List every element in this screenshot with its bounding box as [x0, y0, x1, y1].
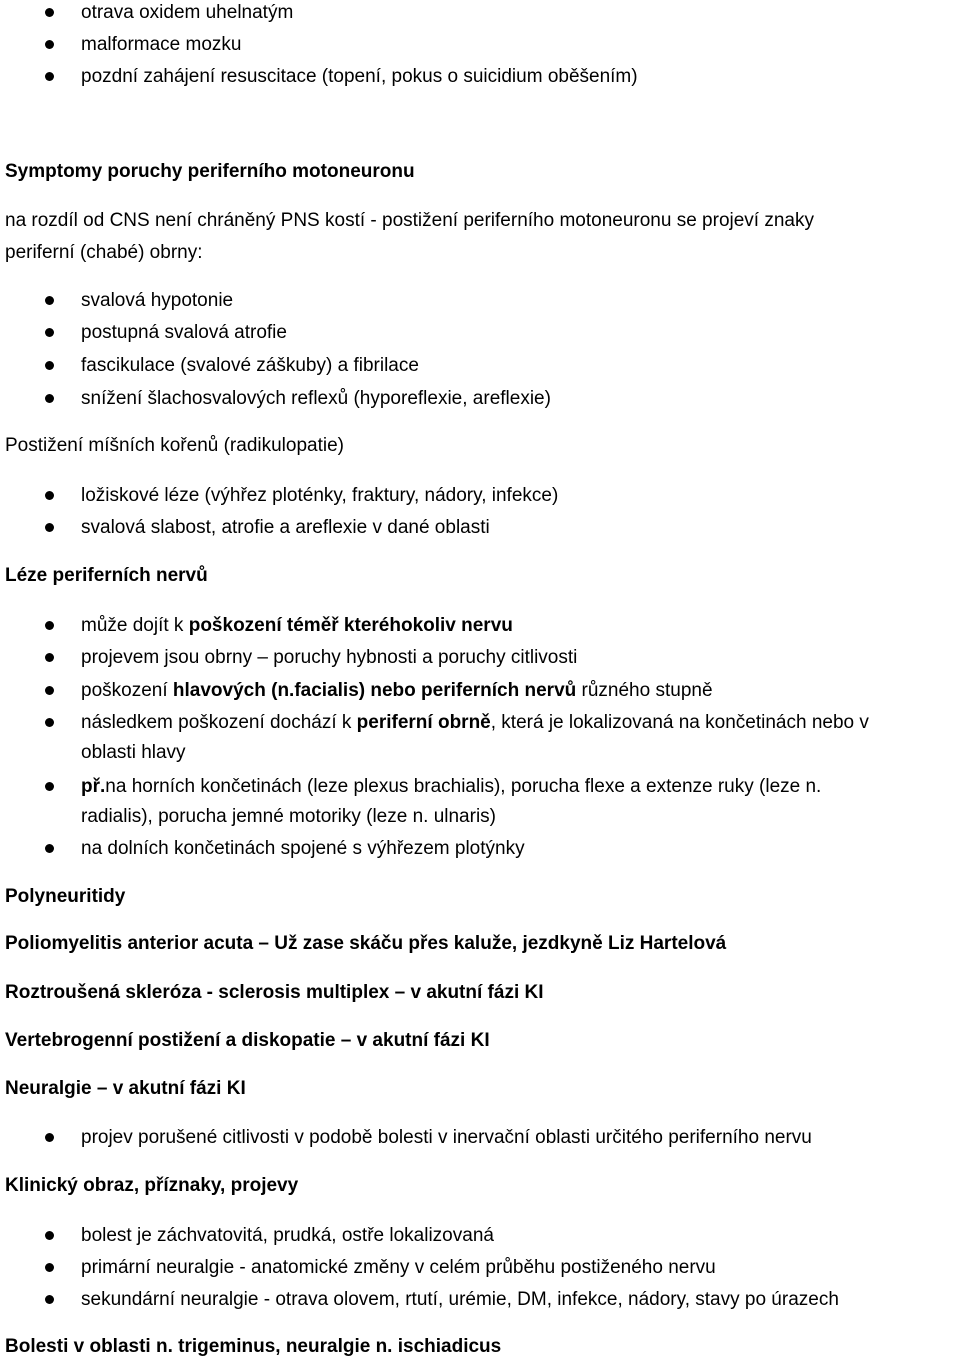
bullet — [45, 328, 54, 337]
bold-run: poškození téměř kteréhokoliv nervu — [188, 615, 513, 636]
bullet — [45, 361, 54, 370]
bullet — [45, 296, 54, 305]
bullet — [45, 1295, 54, 1304]
list-item — [81, 710, 869, 736]
list-item: sekundární neuralgie - otrava olovem, rtutí, urémie, DM, infekce, nádory, stavy po úrazech — [81, 1289, 839, 1310]
text-run: na horních končetinách (leze plexus brachialis), porucha flexe a extenze ruky (leze n. — [105, 776, 822, 797]
list-item: otrava oxidem uhelnatým — [81, 2, 294, 23]
list-item: snížení šlachosvalových reflexů (hyporeflexie, areflexie) — [81, 388, 551, 409]
text-run: , která je lokalizovaná na končetinách nebo v — [490, 712, 869, 733]
text-run: různého stupně — [576, 680, 713, 701]
section-heading: Symptomy poruchy periferního motoneuronu — [5, 161, 415, 182]
bullet — [45, 523, 54, 532]
section-heading: Klinický obraz, příznaky, projevy — [5, 1175, 299, 1196]
list-item-continuation: oblasti hlavy — [81, 742, 186, 763]
list-item: svalová hypotonie — [81, 290, 234, 311]
list-item: fascikulace (svalové záškuby) a fibrilace — [81, 355, 419, 376]
list-item: projevem jsou obrny – poruchy hybnosti a poruchy citlivosti — [81, 647, 578, 668]
bullet — [45, 782, 54, 791]
bullet — [45, 1231, 54, 1240]
bold-run: hlavových (n. — [172, 680, 295, 701]
text-run: poškození — [81, 680, 173, 701]
section-heading: Neuralgie – v akutní fázi KI — [5, 1078, 246, 1099]
bold-run: periferní obrně — [356, 712, 491, 733]
bullet — [45, 8, 54, 17]
list-item — [81, 774, 821, 800]
section-heading: Postižení míšních kořenů (radikulopatie) — [5, 435, 344, 456]
section-heading: Léze periferních nervů — [5, 565, 208, 586]
section-heading: Vertebrogenní postižení a diskopatie – v akutní fázi KI — [5, 1030, 490, 1051]
section-heading: Bolesti v oblasti n. trigeminus, neuralgie n. ischiadicus — [5, 1336, 502, 1357]
paragraph-line: na rozdíl od CNS není chráněný PNS kostí - postižení periferního motoneuronu se projeví znaky — [5, 210, 814, 231]
list-item: na dolních končetinách spojené s výhřezem plotýnky — [81, 838, 525, 859]
bullet — [45, 718, 54, 727]
list-item: postupná svalová atrofie — [81, 322, 287, 343]
bullet — [45, 686, 54, 695]
list-item: pozdní zahájení resuscitace (topení, pokus o suicidium oběšením) — [81, 66, 638, 87]
section-heading: Roztroušená skleróza - sclerosis multiplex – v akutní fázi KI — [5, 982, 544, 1003]
list-item — [81, 678, 713, 704]
bullet — [45, 491, 54, 500]
list-item: projev porušené citlivosti v podobě bolesti v inervační oblasti určitého periferního nervu — [81, 1127, 812, 1148]
list-item: malformace mozku — [81, 34, 242, 55]
bold-run: facialis) nebo periferních nervů — [294, 680, 577, 701]
list-item: bolest je záchvatovitá, prudká, ostře lokalizovaná — [81, 1225, 494, 1246]
bullet — [45, 844, 54, 853]
section-heading: Polyneuritidy — [5, 886, 126, 907]
bullet — [45, 40, 54, 49]
bullet — [45, 621, 54, 630]
list-item: ložiskové léze (výhřez ploténky, fraktury, nádory, infekce) — [81, 485, 559, 506]
bullet — [45, 1133, 54, 1142]
list-item — [81, 613, 513, 639]
section-heading: Poliomyelitis anterior acuta – Už zase skáču přes kaluže, jezdkyně Liz Hartelová — [5, 933, 727, 954]
list-item: svalová slabost, atrofie a areflexie v dané oblasti — [81, 517, 490, 538]
text-run: následkem poškození dochází k — [81, 712, 357, 733]
list-item: primární neuralgie - anatomické změny v celém průběhu postiženého nervu — [81, 1257, 716, 1278]
bullet — [45, 72, 54, 81]
bullet — [45, 653, 54, 662]
text-run: může dojít k — [81, 615, 189, 636]
bullet — [45, 1263, 54, 1272]
bold-run: př. — [81, 776, 106, 797]
list-item-continuation: radialis), porucha jemné motoriky (leze n. ulnaris) — [81, 806, 496, 827]
bullet — [45, 394, 54, 403]
paragraph-line: periferní (chabé) obrny: — [5, 242, 203, 263]
